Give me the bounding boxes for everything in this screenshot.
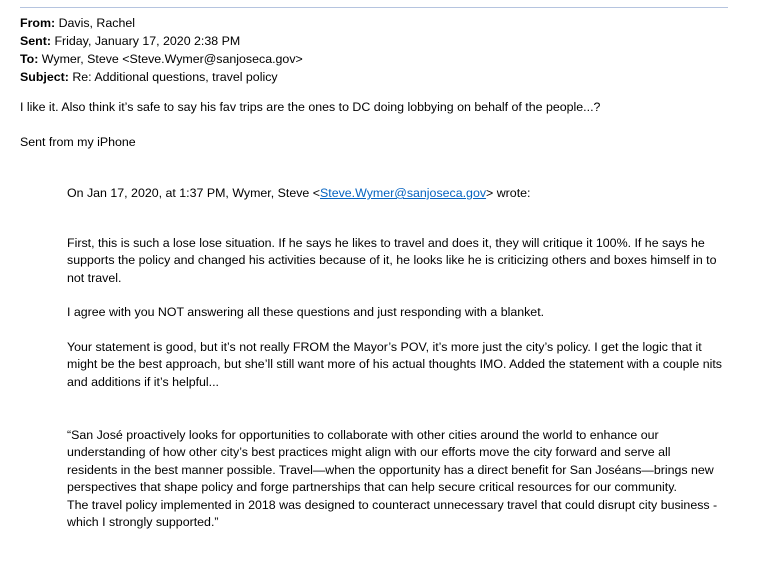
statement-paragraph: The travel policy implemented in 2018 was designed to counteract unnecessary travel that could disrupt city business - which I strongly supported.”: [67, 497, 718, 530]
from-row: [20, 14, 303, 32]
statement-paragraph: “San José proactively looks for opportunities to collaborate with other cities around the world to enhance our understanding of how other city’s best practices might align with our efforts move the city forward and serve all residents in the best manner possible. Travel—when the opportunity has a direct benefit for San Joséans—brings new perspectives that shape policy and forge partnerships that can help secure critical resources for our community.: [67, 428, 714, 495]
to-value: Wymer, Steve <Steve.Wymer@sanjoseca.gov>: [41, 52, 303, 66]
subject-label: Subject:: [20, 70, 69, 84]
reply-signature: Sent from my iPhone: [20, 135, 136, 149]
quoted-paragraph-text: First, this is such a lose lose situation. If he says he likes to travel and does it, they will critique it 100%. If he says he supports the policy and changed his activities because of it, he looks like he is criticizing others and boxes himself in to not travel.: [67, 236, 717, 285]
sent-label: Sent:: [20, 34, 51, 48]
from-value: Davis, Rachel: [58, 16, 135, 30]
to-row: [20, 50, 303, 68]
statement-quote: [67, 427, 722, 531]
reply-body: I like it. Also think it’s safe to say his fav trips are the ones to DC doing lobbying on behalf of the people...?: [20, 100, 601, 114]
subject-row: [20, 68, 303, 86]
header-divider: [20, 7, 728, 8]
quoted-intro-suffix: > wrote:: [486, 186, 531, 200]
quoted-intro: [67, 184, 530, 202]
sent-row: [20, 32, 303, 50]
to-label: To:: [20, 52, 39, 66]
from-label: From:: [20, 16, 56, 30]
quoted-paragraph: [67, 339, 722, 391]
subject-value: Re: Additional questions, travel policy: [72, 70, 278, 84]
quoted-paragraph-text: Your statement is good, but it’s not really FROM the Mayor’s POV, it’s more just the city’s policy. I get the logic that it might be the best approach, but she’ll still want more of his actual thoughts IMO. Added the statement with a couple nits and additions if it’s helpful...: [67, 340, 723, 389]
quoted-paragraph: [67, 304, 722, 321]
quoted-intro-prefix: On Jan 17, 2020, at 1:37 PM, Wymer, Steve <: [67, 186, 320, 200]
sender-email-link[interactable]: Steve.Wymer@sanjoseca.gov: [320, 186, 487, 200]
email-header: [20, 14, 303, 86]
sent-value: Friday, January 17, 2020 2:38 PM: [54, 34, 241, 48]
quoted-paragraph: [67, 235, 722, 287]
quoted-paragraph-text: I agree with you NOT answering all these questions and just responding with a blanket.: [67, 305, 545, 319]
